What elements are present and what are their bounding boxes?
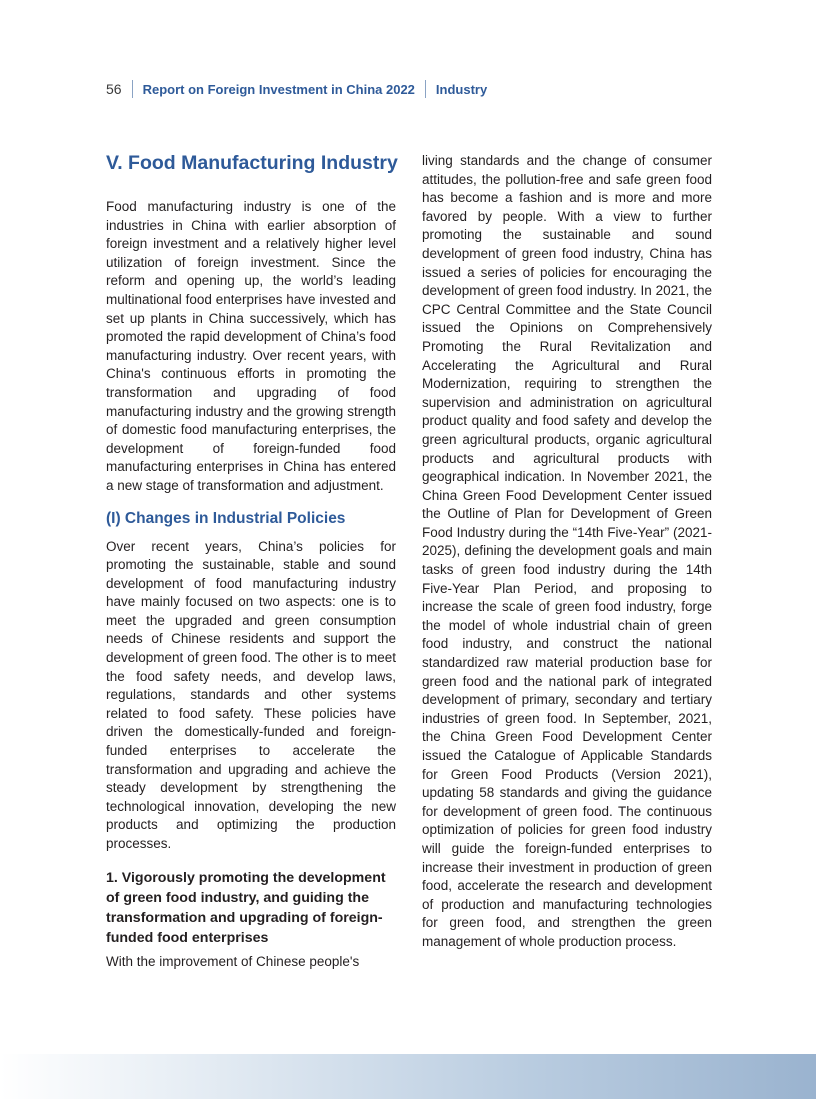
subsection-heading: (I) Changes in Industrial Policies	[106, 509, 346, 527]
footer-band	[0, 1054, 816, 1099]
intro-paragraph: Food manufacturing industry is one of the industries in China with earlier absorption of foreign investment and a relatively higher level utilization of foreign investment. Since the reform and opening up, the world’s leading multinational food enterprises have invested and set up plants in China successively, which has promoted the rapid development of China’s food manufacturing industry. Over recent years, with China's continuous efforts in promoting the transformation and upgrading of food manufacturing industry and the growing strength of domestic food manufacturing enterprises, the development of foreign-funded food manufacturing enterprises in China has entered a new stage of transformation and adjustment.	[106, 199, 396, 493]
point-paragraph-start: With the improvement of Chinese people's	[106, 953, 360, 969]
policies-paragraph: Over recent years, China’s policies for promoting the sustainable, stable and sound development of food manufacturing industry have mainly focused on two aspects: one is to meet the upgraded and green consumption needs of Chinese residents and support the development of green food. The other is to meet the food safety needs, and develop laws, regulations, standards and other systems related to food safety. These policies have driven the domestically-funded and foreign-funded enterprises to accelerate the transformation and upgrading and achieve the steady development by strengthening the technological innovation, developing the new products and optimizing the production processes.	[106, 538, 396, 851]
report-title: Report on Foreign Investment in China 2022	[142, 81, 415, 97]
left-column	[106, 150, 396, 971]
point-heading: 1. Vigorously promoting the development of green food industry, and guiding the transformation and upgrading of foreign-funded food enterprises	[106, 869, 386, 946]
point-paragraph-continued: living standards and the change of consumer attitudes, the pollution-free and safe green food has become a fashion and is more and more favored by people. With a view to further promoting the sustainable and sound development of green food industry, China has issued a series of policies for encouraging the development of green food industry. In 2021, the CPC Central Committee and the State Council issued the Opinions on Comprehensively Promoting the Rural Revitalization and Accelerating the Agricultural and Rural Modernization, requiring to strengthen the supervision and administration on agricultural product quality and food safety and develop the green agricultural products, organic agricultural products and agricultural products with geographical indication. In November 2021, the China Green Food Development Center issued the Outline of Plan for Development of Green Food Industry during the “14th Five-Year” (2021-2025), defining the development goals and main tasks of green food industry during the 14th Five-Year Plan Period, and proposing to increase the scale of green food industry, forge the model of whole industrial chain of green food industry, and construct the national standardized raw material production base for green food and the national park of integrated development of primary, secondary and tertiary industries of green food. In September, 2021, the China Green Food Development Center issued the Catalogue of Applicable Standards for Green Food Products (Version 2021), updating 58 standards and giving the guidance for development of green food. The continuous optimization of policies for green food industry will guide the foreign-funded enterprises to increase their investment in production of green food, accelerate the research and development of production and manufacturing technologies for green food, and strengthen the green management of whole production process.	[422, 153, 712, 949]
page-number: 56	[106, 81, 122, 97]
running-header	[106, 78, 487, 100]
header-divider	[132, 80, 133, 98]
header-divider	[425, 80, 426, 98]
right-column	[422, 152, 712, 952]
section-name: Industry	[435, 81, 488, 97]
chapter-heading: V. Food Manufacturing Industry	[106, 152, 398, 174]
